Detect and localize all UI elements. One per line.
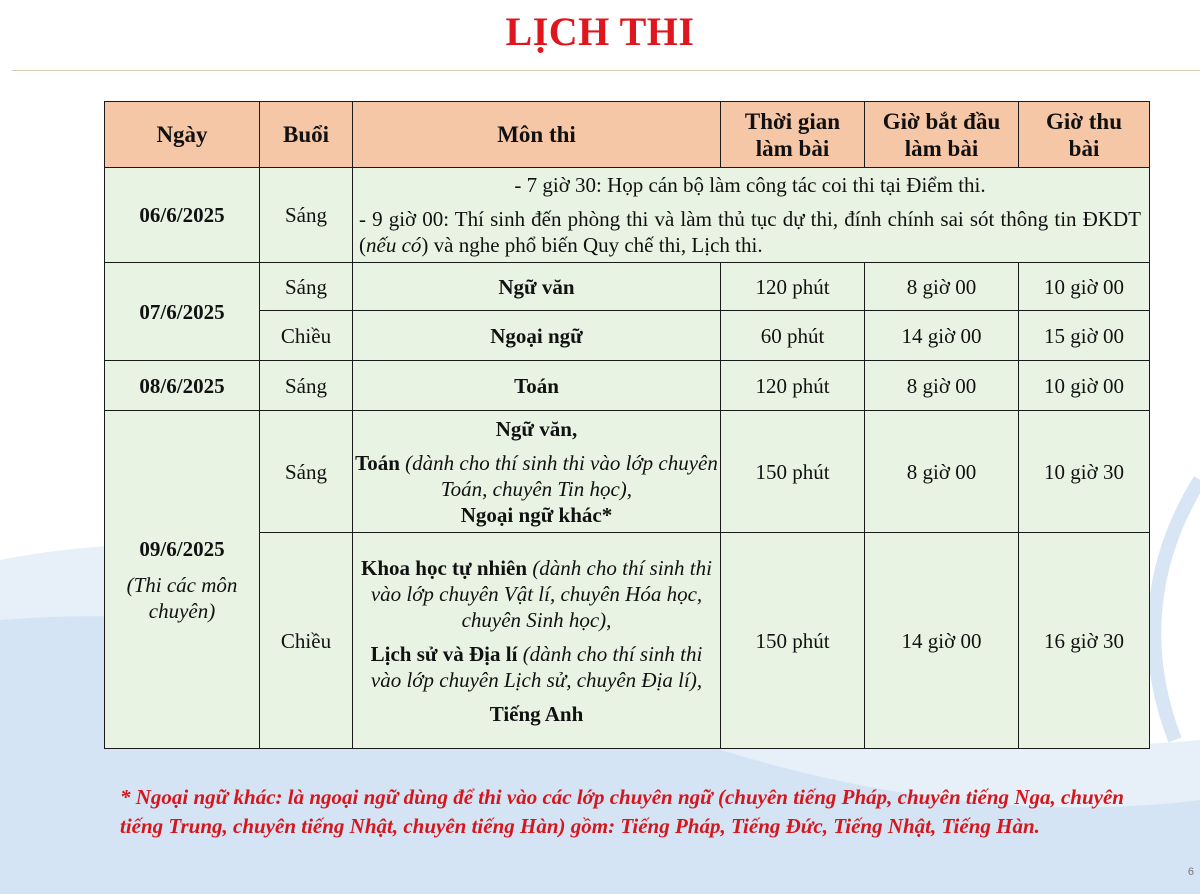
subject-cell: Toán [353,361,721,411]
session-cell: Sáng [260,168,353,263]
duration-cell: 60 phút [721,311,865,361]
table-row [105,311,1150,361]
table-header-row [105,102,1150,168]
header-day: Ngày [105,102,260,168]
start-time-cell: 8 giờ 00 [865,411,1019,533]
date-cell: 07/6/2025 [105,263,260,361]
session-cell: Sáng [260,263,353,311]
duration-cell: 150 phút [721,411,865,533]
header-duration: Thời gian làm bài [721,102,865,168]
subject-cell: Khoa học tự nhiên (dành cho thí sinh thi vào lớp chuyên Vật lí, chuyên Hóa học, chuyên Sinh học), Lịch sử và Địa lí (dành cho thí sinh thi vào lớp chuyên Lịch sử, chuyên Địa lí), Tiếng Anh [353,533,721,749]
table-row [105,411,1150,533]
note-line: - 7 giờ 30: Họp cán bộ làm công tác coi thi tại Điểm thi. [514,173,986,197]
table-row [105,533,1150,749]
start-time-cell: 14 giờ 00 [865,533,1019,749]
start-time-cell: 14 giờ 00 [865,311,1019,361]
end-time-cell: 10 giờ 00 [1019,263,1150,311]
duration-cell: 120 phút [721,361,865,411]
table-row [105,361,1150,411]
table-row [105,263,1150,311]
title-divider [12,70,1200,71]
session-cell: Sáng [260,411,353,533]
procedure-notes [353,168,1150,263]
footnote: * Ngoại ngữ khác: là ngoại ngữ dùng để thi vào các lớp chuyên ngữ (chuyên tiếng Pháp, chuyên tiếng Nga, chuyên tiếng Trung, chuyên tiếng Nhật, chuyên tiếng Hàn) gồm: Tiếng Pháp, Tiếng Đức, Tiếng Nhật, Tiếng Hàn. [120,785,1124,838]
page-number: 6 [1187,866,1194,878]
end-time-cell: 15 giờ 00 [1019,311,1150,361]
page-title: LỊCH THI [505,9,695,54]
end-time-cell: 10 giờ 00 [1019,361,1150,411]
duration-cell: 150 phút [721,533,865,749]
header-session: Buổi [260,102,353,168]
start-time-cell: 8 giờ 00 [865,263,1019,311]
end-time-cell: 16 giờ 30 [1019,533,1150,749]
date-cell [105,411,260,749]
end-time-cell: 10 giờ 30 [1019,411,1150,533]
session-cell: Chiều [260,533,353,749]
subject-cell: Ngữ văn [353,263,721,311]
date-value: 09/6/2025 [139,536,225,561]
subject-cell: Ngoại ngữ [353,311,721,361]
start-time-cell: 8 giờ 00 [865,361,1019,411]
date-note: (Thi các môn chuyên) [126,572,238,623]
date-cell: 08/6/2025 [105,361,260,411]
duration-cell: 120 phút [721,263,865,311]
session-cell: Chiều [260,311,353,361]
session-cell: Sáng [260,361,353,411]
note-line: - 9 giờ 00: Thí sinh đến phòng thi và làm thủ tục dự thi, đính chính sai sót thông tin ĐKDT (nếu có) và nghe phổ biến Quy chế thi, Lịch thi. [359,207,1141,257]
date-cell: 06/6/2025 [105,168,260,263]
table-row [105,168,1150,263]
header-start-time: Giờ bắt đầu làm bài [865,102,1019,168]
exam-schedule-table [104,101,1150,749]
header-end-time: Giờ thu bài [1019,102,1150,168]
header-subject: Môn thi [353,102,721,168]
subject-cell: Ngữ văn, Toán (dành cho thí sinh thi vào lớp chuyên Toán, chuyên Tin học), Ngoại ngữ khác* [353,411,721,533]
